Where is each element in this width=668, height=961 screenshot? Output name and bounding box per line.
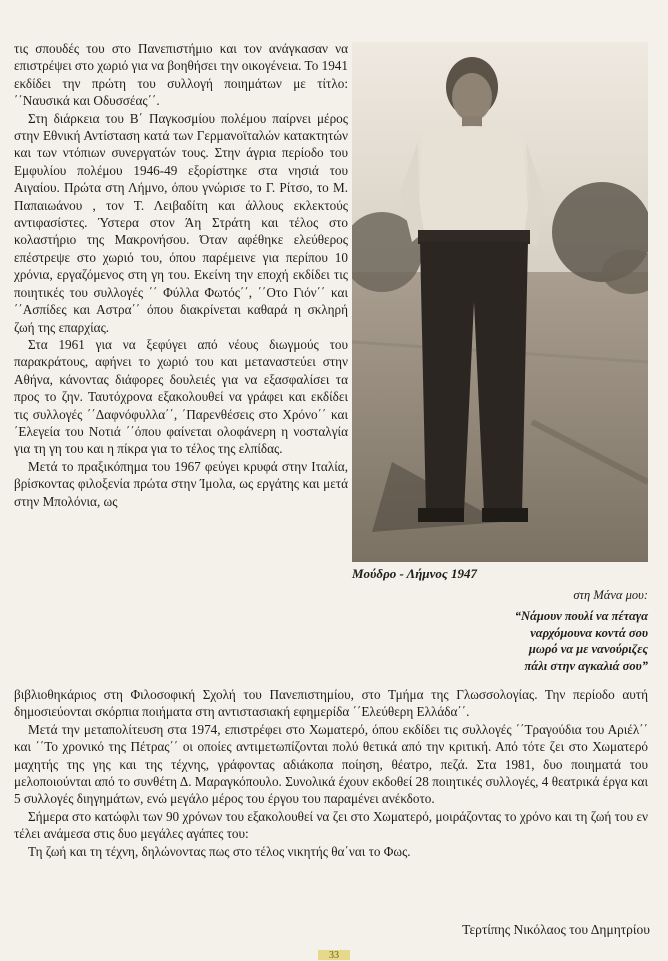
paragraph: Σήμερα στο κατώφλι των 90 χρόνων του εξακολουθεί να ζει στο Χωματερό, μοιράζοντας το χρόνο και τη ζωή του εν τέλει ανάμεσα στις δυο μεγάλες αγάπες του: [14,808,648,842]
poem-line: πάλι στην αγκαλιά σου” [524,658,648,673]
poem-line: ναρχόμουνα κοντά σου [530,625,648,640]
poem [352,608,648,674]
paragraph: Τη ζωή και τη τέχνη, δηλώνοντας πως στο τέλος νικητής θα΄ναι το Φως. [28,843,411,859]
page-number: 33 [318,950,350,960]
paragraph: Μετά το πραξικόπημα του 1967 φεύγει κρυφά στην Ιταλία, βρίσκοντας φιλοξενία πρώτα στην Ίμολα, ως εργάτης και μετά στην Μπολόνια, ως [14,458,348,509]
poem-line: “Νάμουν πουλί να πέταγα [514,609,648,623]
dedication: στη Μάνα μου: [573,588,648,602]
poem-line: μωρό να με νανούριζες [528,642,648,656]
paragraph: Στη διάρκεια του Β΄ Παγκοσμίου πολέμου παίρνει μέρος στην Εθνική Αντίσταση κατά των Γερμανοϊταλών κατακτητών και των ντόπιων συνεργατών τους. Στην άγρια περίοδο του Εμφυλίου πολέμου 1946-49 εξορίστηκε στα νησιά του Αιγαίου. Πρώτα στη Λήμνο, όπου γνώρισε το Γ. Ρίτσο, το Μ. Παπαιωάνου , τον Τ. Λειβαδίτη και άλλους εκλεκτούς αντιφασίστες. Ύστερα στον Άη Στράτη και τέλος στο κολαστήριο της Μακρονήσου. Όταν αφέθηκε ελεύθερος επέστρεψε στο χωριό του, όπου παρέμεινε για περίπου 10 χρόνια, εργαζόμενος στη γη του. Εκείνη την εποχή εκδίδει τις ποιητικές του συλλογές ΄΄ Φύλλα Φωτός΄΄, ΄΄Οτο Γιόν΄΄ και ΄΄Ασπίδες και Αστρα΄΄ όπου διακρίνεται καθαρά η σκληρή ζωή της επαρχίας. [14,110,348,335]
full-width-text [14,686,648,860]
paragraph: βιβλιοθηκάριος στη Φιλοσοφική Σχολή του Πανεπιστημίου, στο Τμήμα της Γλωσσολογίας. Την περίοδο αυτή δημοσιεύονται σκόρπια ποιήματα στη αντιστασιακή εφημερίδα ΄΄Ελεύθερη Ελλάδα΄΄. [14,687,648,720]
photo-caption: Μούδρο - Λήμνος 1947 [352,566,477,581]
photo-illustration [352,42,648,562]
left-text-column [14,40,348,510]
paragraph: Στα 1961 για να ξεφύγει από νέους διωγμούς του παρακράτους, αφήνει το χωριό του και μεταναστεύει στην Αθήνα, κάνοντας διάφορες δουλειές για να εξασφαλίσει τα προς το ζην. Ταυτόχρονα εξακολουθεί να γράφει και εκδίδει τις συλλογές ΄΄Δαφνόφυλλα΄΄, ΄Παρενθέσεις στο Χρόνο΄΄ και ΄Ελεγεία του Νοτιά ΄΄όπου φαίνεται ολοφάνερη η νοσταλγία για τη γη του και η πίκρα για το τέλος της ελπίδας. [14,336,348,457]
historical-photo [352,42,648,562]
paragraph: Μετά την μεταπολίτευση στα 1974, επιστρέφει στο Χωματερό, όπου εκδίδει τις συλλογές ΄΄Τραγούδια του Αριέλ΄΄ και ΄΄Το χρονικό της Πέτρας΄΄ οι οποίες αντιμετωπίζονται πολύ θετικά από την κριτική. Από τότε ζει στο Χωματερό μαχητής της γης και της τέχνης, γράφοντας αδιάκοπα ποίηση, θέατρο, πεζά. Στα 1981, δυο ποιηματά του μελοποιούνται από το συνθέτη Δ. Μαραγκόπουλο. Συνολικά έχουν εκδοθεί 28 ποιητικές συλλογές, 4 θεατρικά έργα και 5 συλλογές διηγημάτων, ενώ μεγάλο μέρος του έργου του παραμένει ανέκδοτο. [14,721,648,807]
author-signature: Τερτίπης Νικόλαος του Δημητρίου [462,922,650,937]
paragraph: τις σπουδές του στο Πανεπιστήμιο και τον ανάγκασαν να επιστρέψει στο χωριό για να βοηθήσει την οικογένεια. Το 1941 εκδίδει την πρώτη του συλλογή ποιημάτων με τίτλο: ΄΄Ναυσικά και Οδυσσέας΄΄. [14,41,348,109]
